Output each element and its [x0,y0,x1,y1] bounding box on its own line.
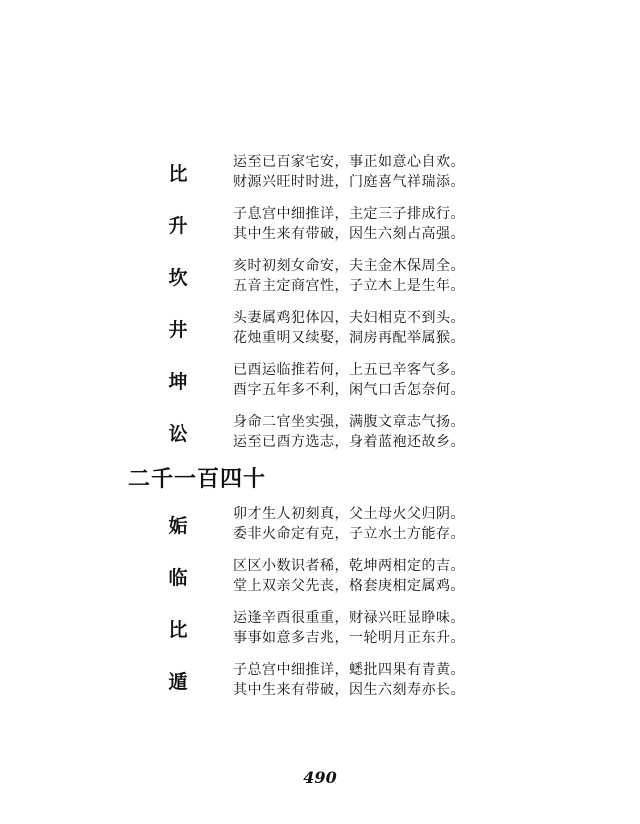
verse-line: 其中生来有带破，因生六刻寿亦长。 [233,682,465,698]
verse-line: 委非火命定有克，子立水土方能存。 [233,526,465,542]
verse-line: 花烛重明又续娶，洞房再配举属猴。 [233,330,465,346]
hexagram-name: 姤 [168,515,188,537]
verse-line: 身命二官坐实强，满腹文章志气扬。 [233,414,465,430]
hexagram-name: 讼 [168,423,188,445]
verse-line: 区区小数识者稀，乾坤两相定的吉。 [233,558,465,574]
hexagram-name: 临 [168,567,188,589]
verse-line: 运至已酉方选志，身着蓝袍还故乡。 [233,434,465,450]
entry-7 [0,502,640,550]
hexagram-name: 比 [168,163,188,185]
verse-line: 酉字五年多不利，闲气口舌怎奈何。 [233,382,465,398]
verse-line: 财源兴旺时时进，门庭喜气祥瑞添。 [233,174,465,190]
entry-6 [0,410,640,458]
verse [233,556,465,596]
verse [233,308,465,348]
verse-line: 已酉运临推若何，上五已辛客气多。 [233,362,465,378]
verse-line: 五音主定商宫性，子立木上是生年。 [233,278,465,294]
hexagram-name: 坎 [168,267,188,289]
entry-3 [0,254,640,302]
verse-line: 子息宫中细推详，主定三子排成行。 [233,206,465,222]
verse-line: 堂上双亲父先丧，格套庚相定属鸡。 [233,578,465,594]
verse [233,152,465,192]
verse [233,204,465,244]
hexagram-name: 比 [168,619,188,641]
verse-line: 卯才生人初刻真，父土母火父归阴。 [233,506,465,522]
hexagram-name: 升 [168,215,188,237]
entry-10 [0,658,640,706]
verse [233,608,465,648]
verse [233,504,465,544]
entry-8 [0,554,640,602]
entry-4 [0,306,640,354]
verse [233,412,465,452]
verse-line: 运至已百家宅安，事正如意心自欢。 [233,154,465,170]
hexagram-name: 遁 [168,671,188,693]
hexagram-name: 坤 [168,371,188,393]
entry-5 [0,358,640,406]
entry-2 [0,202,640,250]
verse-line: 其中生来有带破，因生六刻占高强。 [233,226,465,242]
entry-1 [0,150,640,198]
verse-line: 头妻属鸡犯体囚，夫妇相克不到头。 [233,310,465,326]
section-heading: 二千一百四十 [128,466,267,492]
verse [233,256,465,296]
verse-line: 运逢辛酉很重重，财禄兴旺显睁味。 [233,610,465,626]
verse-line: 子总宫中细推详，蟋批四果有青黄。 [233,662,465,678]
entry-9 [0,606,640,654]
verse [233,360,465,400]
page-number: 490 [303,768,337,787]
verse [233,660,465,700]
verse-line: 事事如意多吉兆，一轮明月正东升。 [233,630,465,646]
hexagram-name: 井 [168,319,188,341]
verse-line: 亥时初刻女命安，夫主金木保周全。 [233,258,465,274]
